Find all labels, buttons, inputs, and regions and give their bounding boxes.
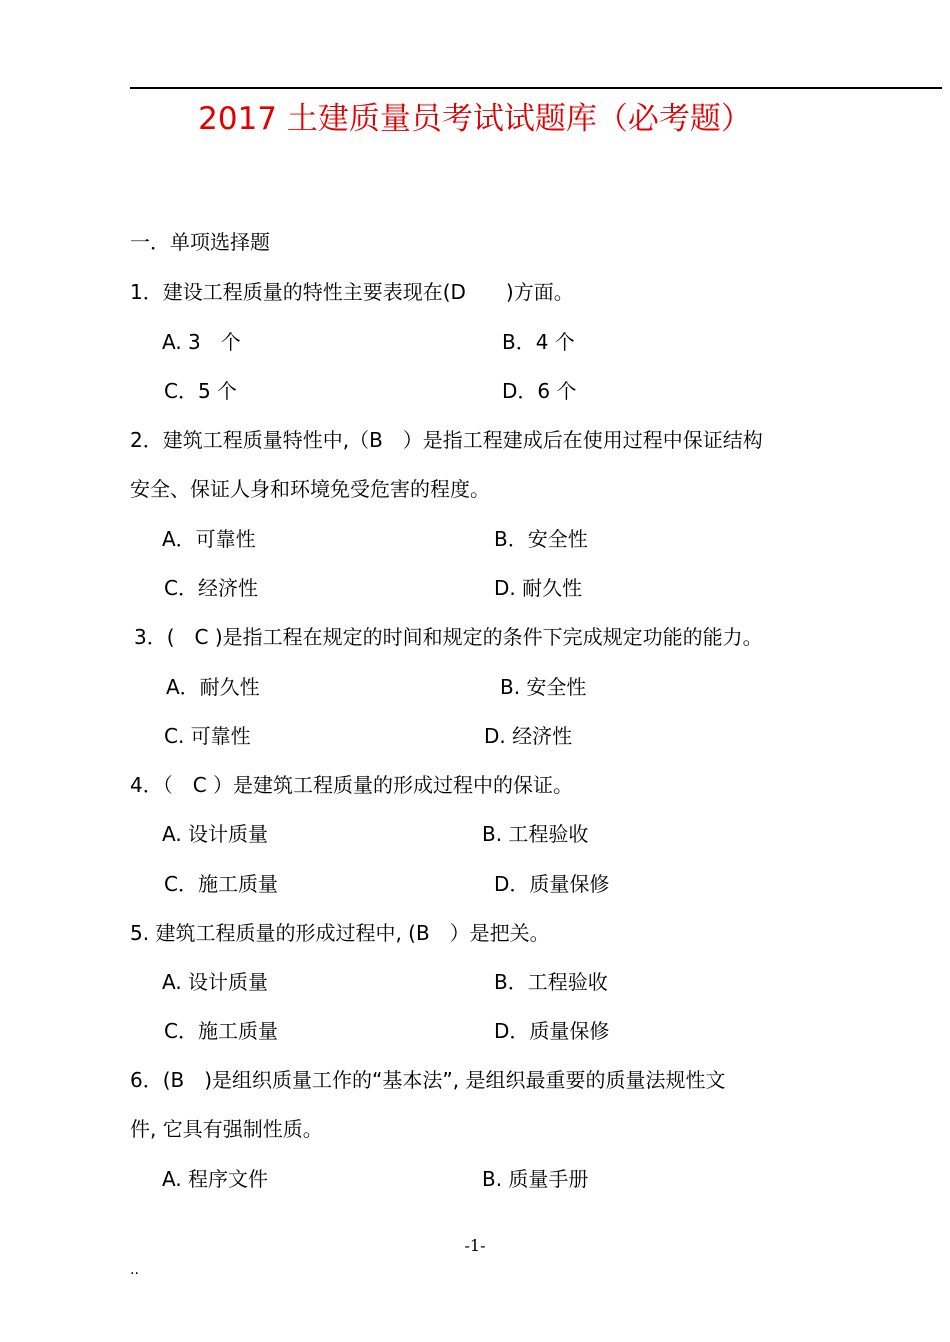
question-1-option-d: D．6 个 <box>502 379 577 403</box>
question-4-option-c: C．施工质量 <box>164 872 278 896</box>
section-heading: 一．单项选择题 <box>130 230 270 254</box>
question-4-option-d: D．质量保修 <box>494 872 610 896</box>
question-6-option-b: B. 质量手册 <box>482 1167 589 1191</box>
question-2-stem-line-1: 2．建筑工程质量特性中,（B ）是指工程建成后在使用过程中保证结构 <box>130 428 763 452</box>
question-2-stem-line-2: 安全、保证人身和环境免受危害的程度。 <box>130 477 490 501</box>
question-3-stem: 3．( C )是指工程在规定的时间和规定的条件下完成规定功能的能力。 <box>134 625 763 649</box>
question-5-option-a: A. 设计质量 <box>162 970 269 994</box>
question-3-option-c: C. 可靠性 <box>164 724 251 748</box>
question-2-option-d: D. 耐久性 <box>494 576 583 600</box>
question-1-option-c: C．5 个 <box>164 379 238 403</box>
question-2-option-a: A．可靠性 <box>162 527 256 551</box>
question-6-stem-line-1: 6．(B )是组织质量工作的“基本法”, 是组织最重要的质量法规性文 <box>130 1068 726 1092</box>
question-5-option-d: D．质量保修 <box>494 1019 610 1043</box>
question-2-option-b: B．安全性 <box>494 527 588 551</box>
question-1-option-a: A. 3 个 <box>162 330 241 354</box>
question-3-option-b: B. 安全性 <box>500 675 587 699</box>
question-4-stem: 4．（ C ）是建筑工程质量的形成过程中的保证。 <box>130 773 574 797</box>
page-number: -1- <box>464 1236 486 1255</box>
question-4-option-b: B. 工程验收 <box>482 822 589 846</box>
page-title: 2017 土建质量员考试试题库（必考题） <box>198 101 752 137</box>
question-3-option-a: A．耐久性 <box>166 675 260 699</box>
question-4-option-a: A. 设计质量 <box>162 822 269 846</box>
question-5-option-c: C．施工质量 <box>164 1019 278 1043</box>
header-rule <box>130 87 942 89</box>
footer-marks: .. <box>130 1262 139 1278</box>
question-6-stem-line-2: 件, 它具有强制性质。 <box>130 1117 323 1141</box>
question-2-option-c: C．经济性 <box>164 576 258 600</box>
question-1-stem: 1．建设工程质量的特性主要表现在(D )方面。 <box>130 280 574 304</box>
question-6-option-a: A. 程序文件 <box>162 1167 269 1191</box>
question-5-stem: 5. 建筑工程质量的形成过程中, (B ）是把关。 <box>130 921 550 945</box>
question-5-option-b: B．工程验收 <box>494 970 608 994</box>
question-3-option-d: D. 经济性 <box>484 724 573 748</box>
question-1-option-b: B．4 个 <box>502 330 575 354</box>
